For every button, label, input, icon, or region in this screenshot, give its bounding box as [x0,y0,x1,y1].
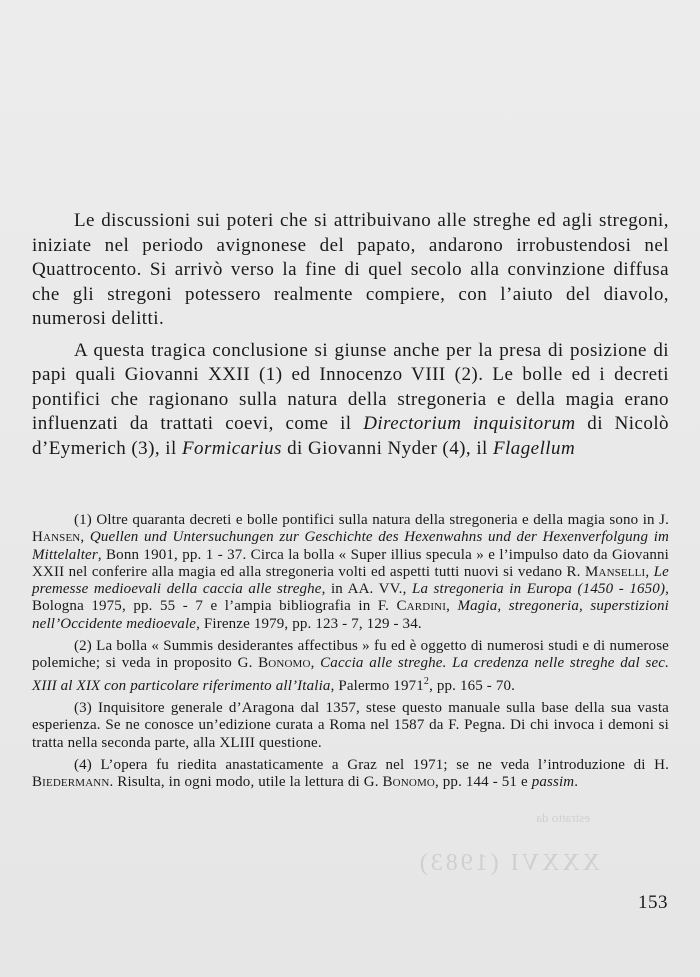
author-name: Hansen [32,529,81,546]
footnote-text: , Bonn 1901, pp. 1 - 37. Circa la bolla « Super illius specula » e l’impulso dato da Giovanni XXII nel conferire alla magia ed alla stregoneria volti ed aspetti tutti nuovi si vedano R. [32,546,669,580]
work-title: Flagellum [493,437,576,459]
author-name: Biedermann [32,774,110,791]
work-title: Le premesse medioevali della caccia alle streghe [32,563,669,598]
footnote-text: passim [531,774,575,791]
footnote-2 [32,638,669,695]
footnote-text: , Firenze 1979, pp. 123 - 7, 129 - 34. [196,615,422,632]
footnote-text: , [80,529,90,546]
footnote-text: (3) Inquisitore generale d’Aragona dal 1357, stese questo manuale sulla base della sua vasta esperienza. Se ne conosce un’edizione curata a Roma nel 1587 da F. Pegna. Di chi invoca i demoni si tratta nella seconda parte, alla XLIII questione. [32,699,669,751]
paragraph-text: A questa tragica conclusione si giunse anche per la presa di posizione di papi quali Giovanni XXII (1) ed Innocenzo VIII (2). Le bolle ed i decreti pontifici che ragionano sulla natura della stregoneria e della magia erano influenzati da trattati coevi, come il [32,339,669,434]
footnote-text: , in AA. VV., [321,581,412,598]
footnote-text: (2) La bolla « Summis desiderantes affectibus » fu ed è oggetto di numerosi studi e di numerose polemiche; si veda in proposito G. [32,638,669,672]
main-text [32,209,669,461]
paragraph-text: di Nicolò d’Eymerich (3), il [32,413,669,459]
edition-superscript: 2 [423,675,430,687]
work-title: La stregoneria in Europa (1450 - 1650) [411,581,666,598]
footnote-text: , [645,563,654,580]
page-number: 153 [638,892,668,913]
footnote-text: , [446,598,458,615]
paragraph-text: Le discussioni sui poteri che si attribuivano alle streghe ed agli stregoni, iniziate nel periodo avignonese del papato, andarono irrobustendosi nel Quattrocento. Si arrivò verso la fine di quel secolo alla convinzione diffusa che gli stregoni potessero realmente compiere, con l’aiuto del diavolo, numerosi delitti. [32,210,669,329]
footnote-text: . [574,774,579,791]
show-through-line: XXXVI (1983) [416,850,600,876]
work-title: Formicarius [181,437,282,459]
footnote-3 [32,700,669,752]
show-through-stamp [370,810,610,890]
footnote-text: . Risulta, in ogni modo, utile la lettura di G. [109,774,383,791]
footnote-text: , Palermo 1971 [330,677,424,694]
footnote-text: , [310,655,321,672]
author-name: Manselli [584,563,646,580]
footnotes [32,512,669,796]
show-through-line: estratto da [536,810,590,825]
author-name: Bonomo [258,655,311,672]
author-name: Cardini [396,598,447,615]
work-title: Magia, stregoneria, superstizioni nell’Occidente medioevale [32,598,669,632]
footnote-1 [32,512,669,633]
footnote-text: , pp. 165 - 70. [429,677,516,694]
paragraph [32,209,669,332]
footnote-text: (1) Oltre quaranta decreti e bolle pontifici sulla natura della stregoneria e della magia sono in J. [74,512,669,528]
footnote-text: (4) L’opera fu riedita anastaticamente a Graz nel 1971; se ne veda l’introduzione di H. [74,756,669,773]
footnote-4 [32,757,669,792]
paragraph-text: di Giovanni Nyder (4), il [281,437,493,459]
footnote-text: , Bologna 1975, pp. 55 - 7 e l’ampia bibliografia in F. [32,581,669,615]
work-title: Quellen und Untersuchungen zur Geschichte des Hexenwahns und der Hexenverfolgung im Mittelalter [32,529,669,563]
work-title: Directorium inquisitorum [363,413,576,434]
footnote-text: , pp. 144 - 51 e [434,774,532,791]
author-name: Bonomo [382,774,435,791]
work-title: Caccia alle streghe. La credenza nelle streghe dal sec. XIII al XIX con particolare riferimento all’Italia [32,655,669,694]
paragraph [32,339,669,462]
